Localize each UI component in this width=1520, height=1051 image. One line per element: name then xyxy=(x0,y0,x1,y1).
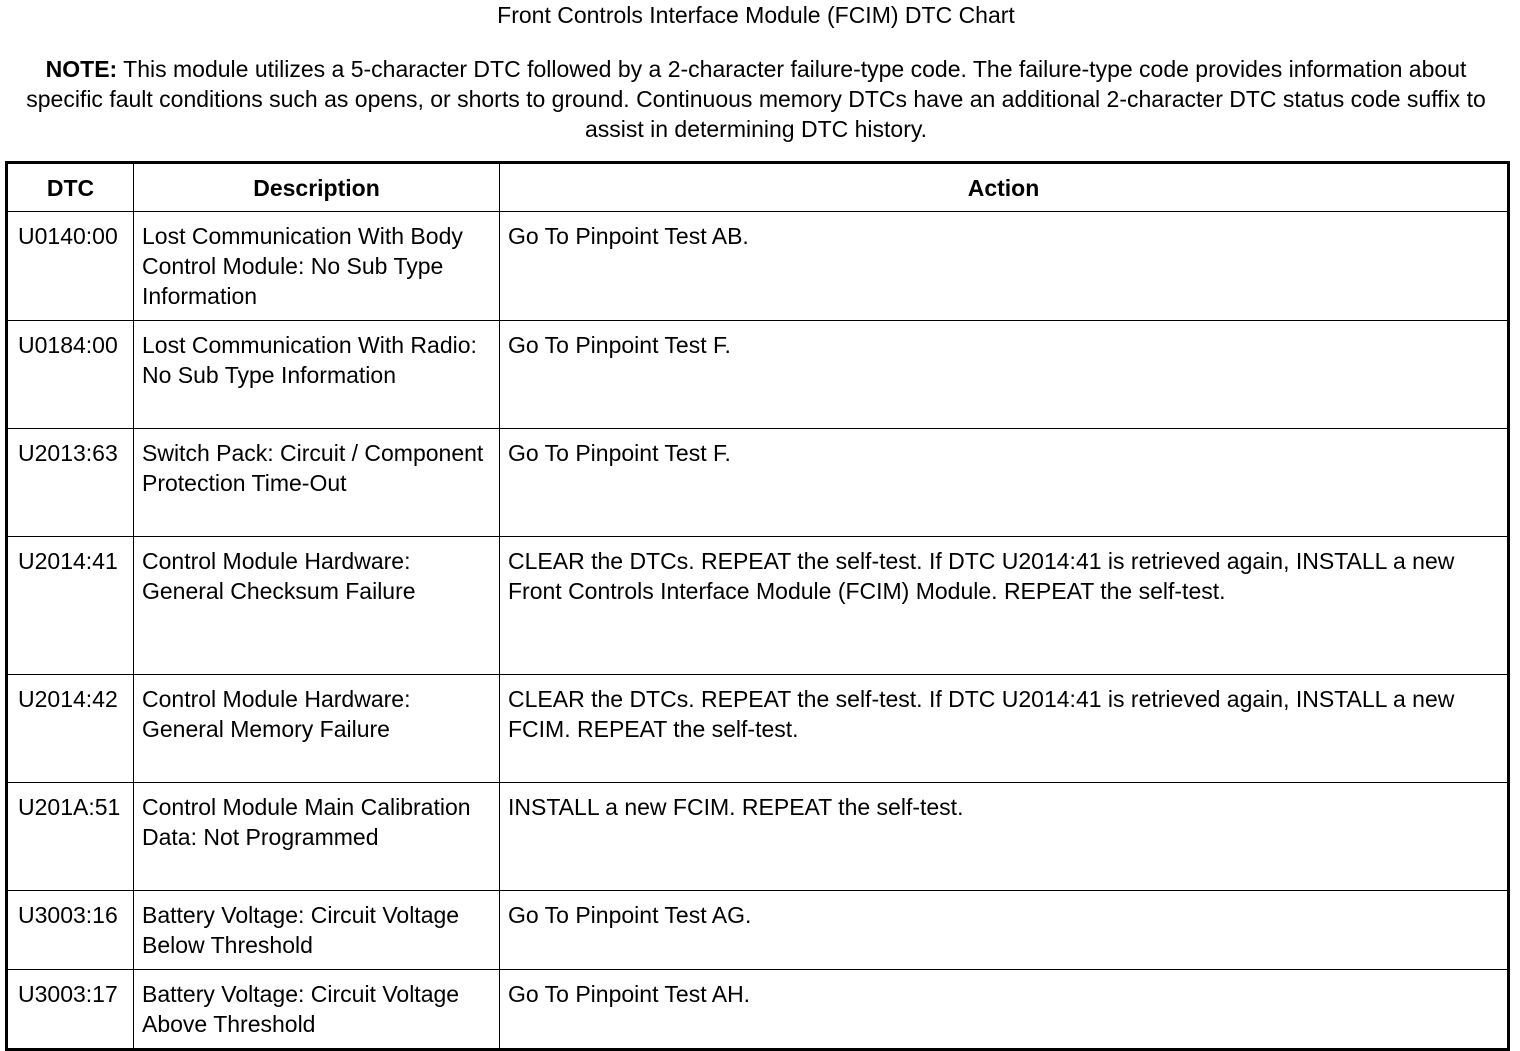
table-row xyxy=(7,970,1509,1050)
note-paragraph xyxy=(14,54,1498,144)
table-row xyxy=(7,675,1509,783)
dtc-description: Battery Voltage: Circuit Voltage Below Threshold xyxy=(134,891,500,970)
table-row xyxy=(7,537,1509,675)
header-action: Action xyxy=(500,163,1509,212)
dtc-code: U2014:41 xyxy=(7,537,134,675)
dtc-action: CLEAR the DTCs. REPEAT the self-test. If DTC U2014:41 is retrieved again, INSTALL a new Front Controls Interface Module (FCIM) Module. REPEAT the self-test. xyxy=(500,537,1509,675)
page-title: Front Controls Interface Module (FCIM) DTC Chart xyxy=(497,2,1015,28)
dtc-action: Go To Pinpoint Test F. xyxy=(500,321,1509,429)
table-row xyxy=(7,212,1509,321)
table-row xyxy=(7,321,1509,429)
dtc-action: Go To Pinpoint Test AH. xyxy=(500,970,1509,1050)
dtc-description: Control Module Hardware: General Memory Failure xyxy=(134,675,500,783)
dtc-code: U0184:00 xyxy=(7,321,134,429)
dtc-description: Lost Communication With Radio: No Sub Type Information xyxy=(134,321,500,429)
dtc-code: U2013:63 xyxy=(7,429,134,537)
dtc-action: Go To Pinpoint Test AG. xyxy=(500,891,1509,970)
header-dtc: DTC xyxy=(7,163,134,212)
dtc-code: U0140:00 xyxy=(7,212,134,321)
dtc-table xyxy=(5,161,1510,1051)
dtc-code: U2014:42 xyxy=(7,675,134,783)
table-row xyxy=(7,783,1509,891)
table-row xyxy=(7,429,1509,537)
note-text: This module utilizes a 5-character DTC followed by a 2-character failure-type code. The failure-type code provides information about specific fault conditions such as opens, or shorts to ground. Continuous memory DTCs have an additional 2-character DTC status code suffix to assist in determining DTC history. xyxy=(26,56,1486,142)
note-label: NOTE: xyxy=(45,56,118,82)
dtc-action: INSTALL a new FCIM. REPEAT the self-test. xyxy=(500,783,1509,891)
header-description: Description xyxy=(134,163,500,212)
dtc-action: CLEAR the DTCs. REPEAT the self-test. If DTC U2014:41 is retrieved again, INSTALL a new FCIM. REPEAT the self-test. xyxy=(500,675,1509,783)
dtc-code: U201A:51 xyxy=(7,783,134,891)
table-row xyxy=(7,891,1509,970)
dtc-description: Control Module Hardware: General Checksum Failure xyxy=(134,537,500,675)
table-header-row xyxy=(7,163,1509,212)
dtc-description: Control Module Main Calibration Data: Not Programmed xyxy=(134,783,500,891)
dtc-code: U3003:16 xyxy=(7,891,134,970)
dtc-action: Go To Pinpoint Test F. xyxy=(500,429,1509,537)
dtc-description: Switch Pack: Circuit / Component Protection Time-Out xyxy=(134,429,500,537)
dtc-code: U3003:17 xyxy=(7,970,134,1050)
dtc-action: Go To Pinpoint Test AB. xyxy=(500,212,1509,321)
dtc-description: Battery Voltage: Circuit Voltage Above Threshold xyxy=(134,970,500,1050)
dtc-description: Lost Communication With Body Control Module: No Sub Type Information xyxy=(134,212,500,321)
